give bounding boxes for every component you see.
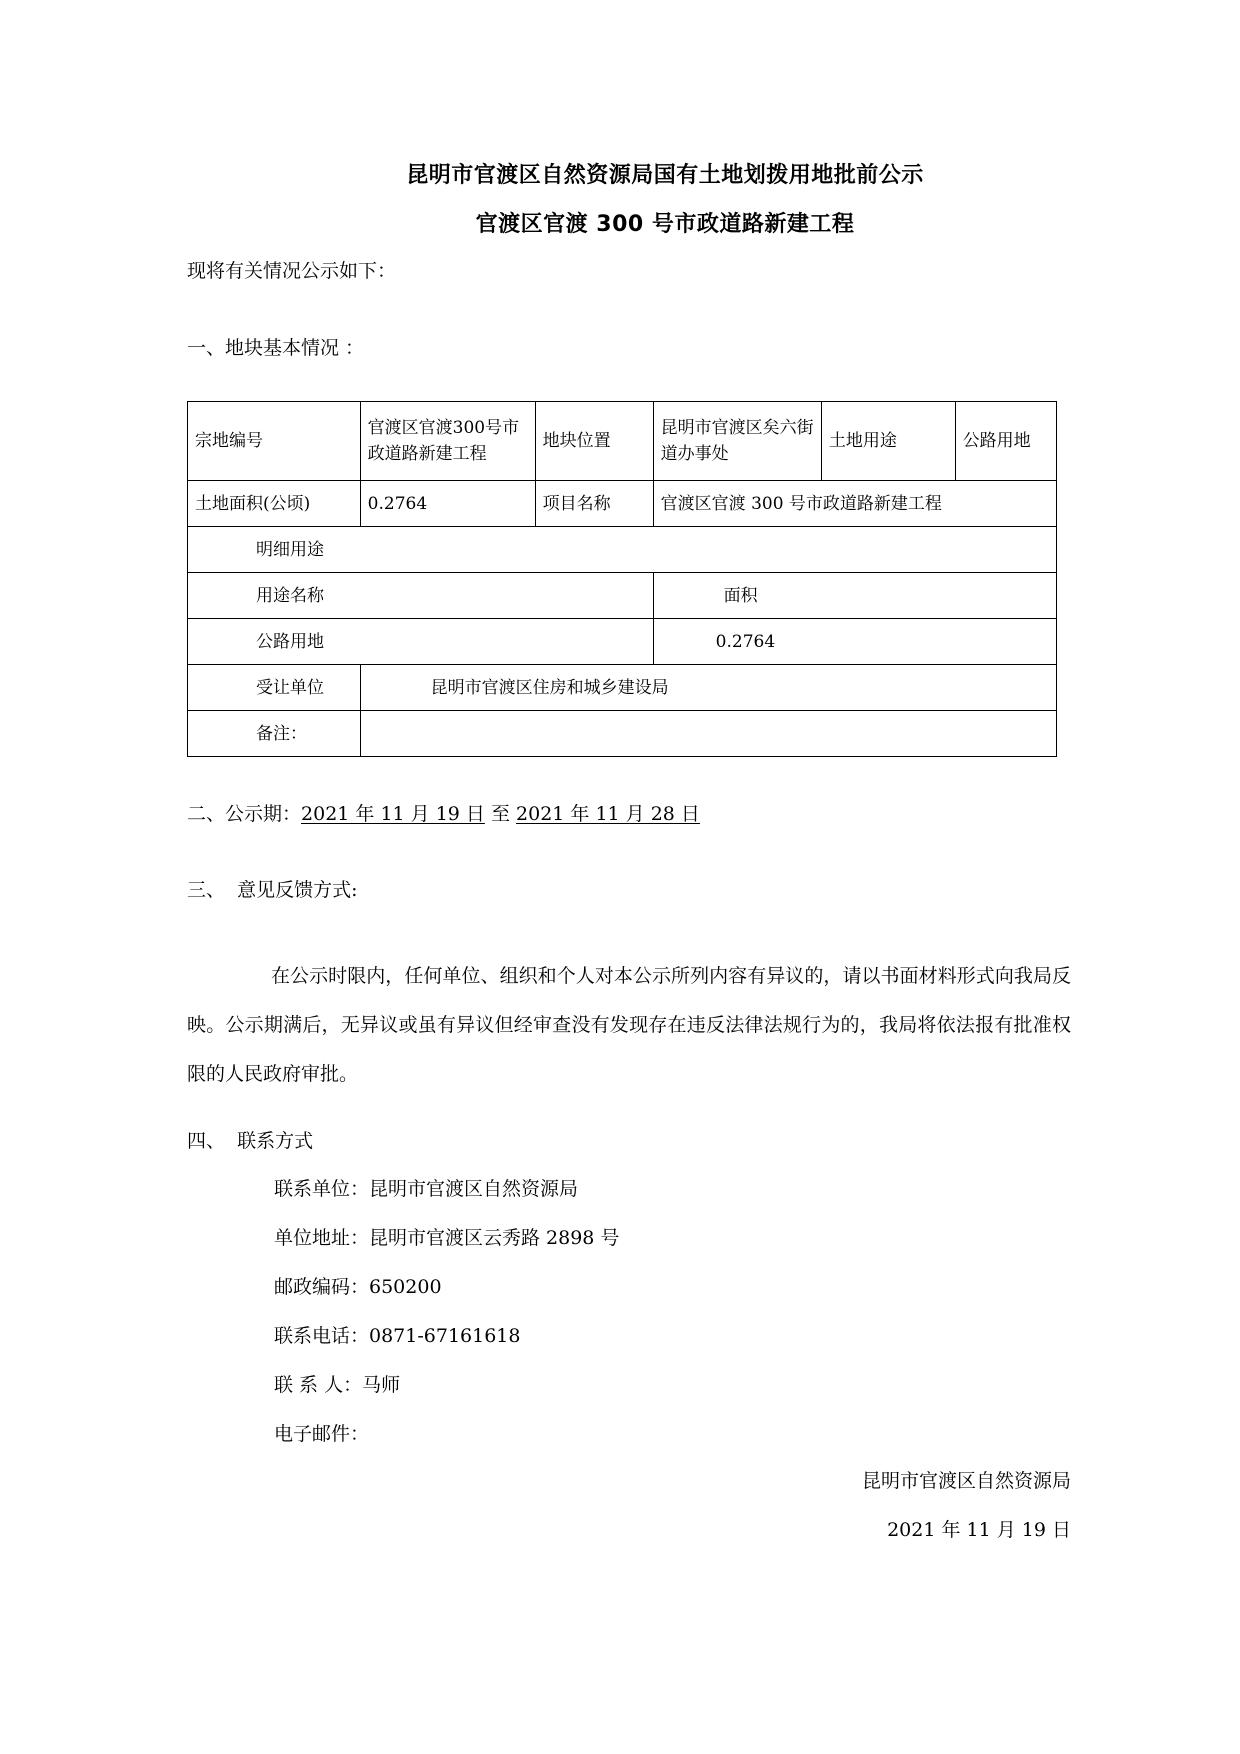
feedback-paragraph: 在公示时限内，任何单位、组织和个人对本公示所列内容有异议的，请以书面材料形式向我局反映。公示期满后，无异议或虽有异议但经审查没有发现存在违反法律法规行为的，我局将依法报有批准权限的人民政府审批。 <box>187 965 1071 1085</box>
detail-use-name: 公路用地 <box>188 619 654 665</box>
detail-header-name: 用途名称 <box>188 573 654 619</box>
label-project-name: 项目名称 <box>535 481 653 527</box>
parcel-info-table <box>187 401 1057 757</box>
label-location: 地块位置 <box>535 402 653 481</box>
detail-heading: 明细用途 <box>188 527 1057 573</box>
period-end-date: 2021 年 11 月 28 日 <box>516 803 700 825</box>
contact-unit: 联系单位：昆明市官渡区自然资源局 <box>274 1178 579 1200</box>
label-remarks: 备注： <box>188 711 361 757</box>
period-start-date: 2021 年 11 月 19 日 <box>301 803 485 825</box>
section1-heading: 一、地块基本情况 ： <box>187 337 365 359</box>
contact-email: 电子邮件： <box>274 1423 370 1445</box>
table-row <box>188 665 1057 711</box>
project-name: 官渡区官渡 300 号市政道路新建工程 <box>653 481 1056 527</box>
land-use: 公路用地 <box>955 402 1056 481</box>
label-land-area: 土地面积(公顷) <box>188 481 361 527</box>
section2-publicity-period <box>187 801 700 827</box>
parcel-no: 官渡区官渡300号市政道路新建工程 <box>360 402 535 481</box>
detail-use-area: 0.2764 <box>653 619 1056 665</box>
contact-phone: 联系电话：0871-67161618 <box>274 1325 521 1347</box>
contact-address: 单位地址：昆明市官渡区云秀路 2898 号 <box>274 1227 620 1249</box>
signature-date: 2021 年 11 月 19 日 <box>887 1519 1071 1541</box>
contact-person: 联 系 人：马师 <box>274 1374 401 1396</box>
land-area: 0.2764 <box>360 481 535 527</box>
intro-text: 现将有关情况公示如下： <box>187 260 397 282</box>
table-row <box>188 573 1057 619</box>
table-row <box>188 402 1057 481</box>
label-parcel-no: 宗地编号 <box>188 402 361 481</box>
label-land-use: 土地用途 <box>821 402 955 481</box>
section4-heading: 四、 联系方式 <box>187 1130 314 1152</box>
location: 昆明市官渡区矣六街道办事处 <box>653 402 821 481</box>
section3-heading: 三、 意见反馈方式: <box>187 879 358 901</box>
table-row <box>188 481 1057 527</box>
label-grantee: 受让单位 <box>188 665 361 711</box>
detail-header-area: 面积 <box>653 573 1056 619</box>
table-row <box>188 527 1057 573</box>
remarks <box>360 711 1056 757</box>
section2-prefix: 二、公示期： <box>187 803 302 825</box>
table-row <box>188 711 1057 757</box>
contact-postcode: 邮政编码：650200 <box>274 1276 442 1298</box>
period-to: 至 <box>490 803 510 825</box>
document-subtitle: 官渡区官渡 300 号市政道路新建工程 <box>475 212 855 237</box>
document-title: 昆明市官渡区自然资源局国有土地划拨用地批前公示 <box>406 163 924 188</box>
table-row <box>188 619 1057 665</box>
signature-org: 昆明市官渡区自然资源局 <box>861 1470 1071 1492</box>
grantee: 昆明市官渡区住房和城乡建设局 <box>360 665 1056 711</box>
